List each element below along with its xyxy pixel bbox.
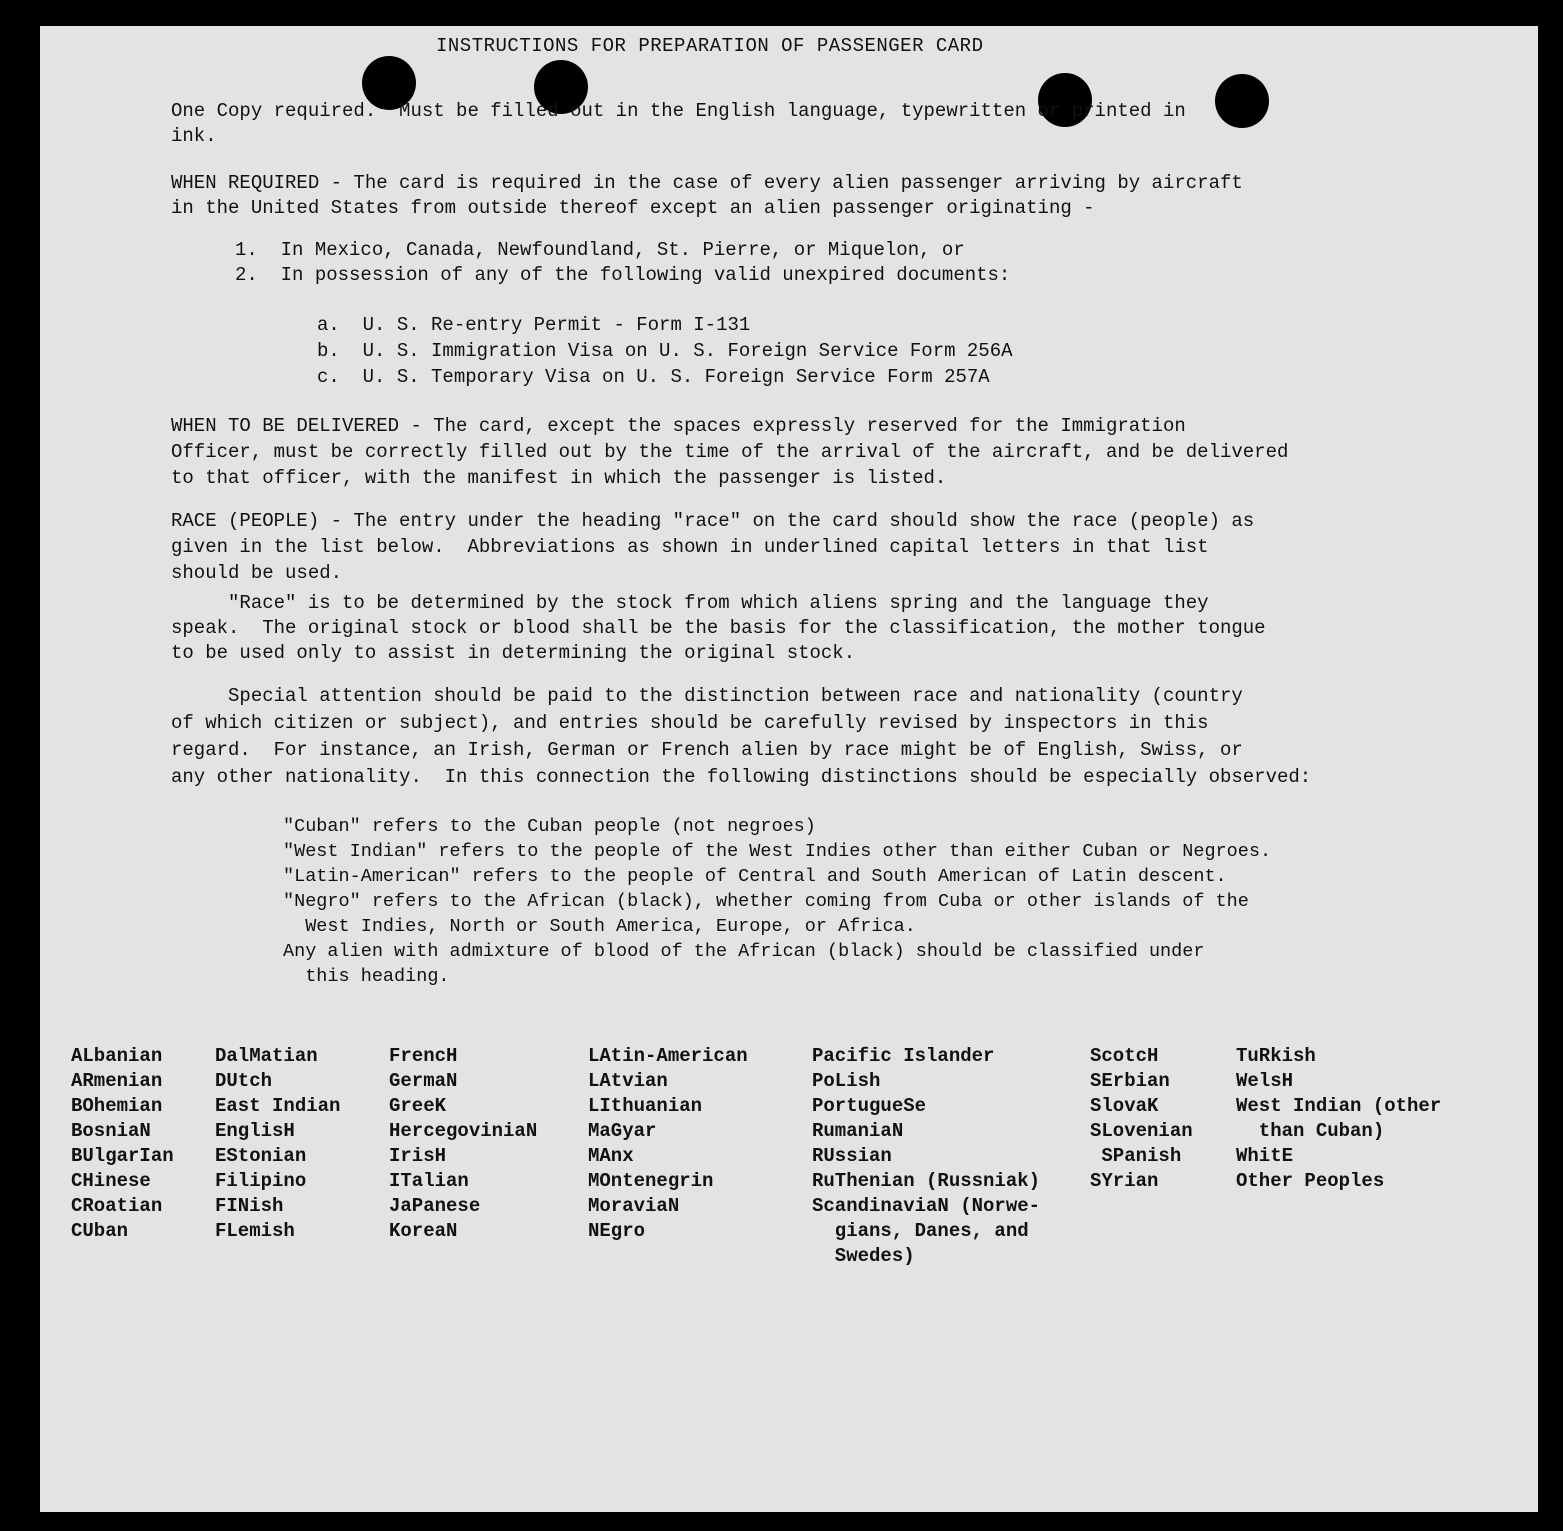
race-column	[71, 1044, 174, 1244]
race-entry: ScandinaviaN (Norwe-	[812, 1195, 1041, 1217]
list-item: 1. In Mexico, Canada, Newfoundland, St. Pierre, or Miquelon, or	[235, 239, 965, 261]
race-column	[389, 1044, 537, 1244]
race-column	[1236, 1044, 1441, 1194]
race-entry: TuRkish	[1236, 1045, 1316, 1067]
race-column	[812, 1044, 1040, 1269]
sub-list-item: a. U. S. Re-entry Permit - Form I-131	[317, 314, 751, 336]
race-entry: ALbanian	[71, 1045, 163, 1067]
race-column	[588, 1044, 748, 1244]
race-entry: WhitE	[1236, 1145, 1294, 1167]
race-entry: than Cuban)	[1236, 1120, 1385, 1142]
intro-paragraph: One Copy required. Must be filled out in the English language, typewritten or printed in ink.	[171, 100, 1186, 147]
race-entry: FLemish	[215, 1220, 295, 1242]
sub-list-item: c. U. S. Temporary Visa on U. S. Foreign Service Form 257A	[317, 366, 990, 388]
race-entry: Swedes)	[812, 1245, 915, 1267]
race-column	[215, 1044, 340, 1244]
race-entry: IrisH	[389, 1145, 447, 1167]
race-entry: Filipino	[215, 1170, 307, 1192]
race-entry: BUlgarIan	[71, 1145, 174, 1167]
race-entry: PoLish	[812, 1070, 881, 1092]
document-page	[40, 26, 1538, 1512]
race-entry: FrencH	[389, 1045, 458, 1067]
race-entry: Other Peoples	[1236, 1170, 1385, 1192]
race-entry: PortugueSe	[812, 1095, 927, 1117]
race-entry: HercegoviniaN	[389, 1120, 538, 1142]
race-entry: Pacific Islander	[812, 1045, 995, 1067]
race-entry: gians, Danes, and	[812, 1220, 1029, 1242]
race-entry: MoraviaN	[588, 1195, 680, 1217]
race-entry: GermaN	[389, 1070, 458, 1092]
race-entry: BosniaN	[71, 1120, 151, 1142]
race-entry: RuThenian (Russniak)	[812, 1170, 1041, 1192]
race-entry: NEgro	[588, 1220, 646, 1242]
race-entry: SlovaK	[1090, 1095, 1159, 1117]
race-entry: BOhemian	[71, 1095, 163, 1117]
when-required-paragraph: WHEN REQUIRED - The card is required in the case of every alien passenger arriving by aircraft in the United States from outside thereof except an alien passenger originating -	[171, 172, 1243, 219]
race-entry: DalMatian	[215, 1045, 318, 1067]
race-entry: KoreaN	[389, 1220, 458, 1242]
race-entry: SPanish	[1090, 1145, 1182, 1167]
race-entry: LAtvian	[588, 1070, 668, 1092]
race-entry: DUtch	[215, 1070, 273, 1092]
race-entry: SLovenian	[1090, 1120, 1193, 1142]
race-entry: WelsH	[1236, 1070, 1294, 1092]
race-entry: MOntenegrin	[588, 1170, 714, 1192]
when-delivered-paragraph: WHEN TO BE DELIVERED - The card, except the spaces expressly reserved for the Immigration Officer, must be correctly filled out by the time of the arrival of the aircraft, and be delivered to that officer, with the manifest in which the passenger is listed.	[171, 415, 1289, 489]
race-entry: JaPanese	[389, 1195, 481, 1217]
page-title: INSTRUCTIONS FOR PREPARATION OF PASSENGER CARD	[436, 35, 984, 57]
race-entry: RumaniaN	[812, 1120, 904, 1142]
race-entry: MAnx	[588, 1145, 634, 1167]
race-entry: SYrian	[1090, 1170, 1159, 1192]
race-entry: CRoatian	[71, 1195, 163, 1217]
race-entry: CHinese	[71, 1170, 151, 1192]
race-column	[1090, 1044, 1193, 1194]
punch-hole	[1215, 74, 1269, 128]
race-entry: LIthuanian	[588, 1095, 703, 1117]
race-entry: CUban	[71, 1220, 129, 1242]
race-entry: EnglisH	[215, 1120, 295, 1142]
race-entry: EStonian	[215, 1145, 307, 1167]
race-entry: ARmenian	[71, 1070, 163, 1092]
distinctions-list: "Cuban" refers to the Cuban people (not negroes) "West Indian" refers to the people of the West Indies other than either Cuban or Negroes. "Latin-American" refers to the people of Central and South American of Latin descent. "Negro" refers to the African (black), whether coming from Cuba or other islands of the West Indies, North or South America, Europe, or Africa. Any alien with admixture of blood of the African (black) should be classified under this heading.	[283, 816, 1272, 987]
race-paragraph: RACE (PEOPLE) - The entry under the heading "race" on the card should show the race (people) as given in the list below. Abbreviations as shown in underlined capital letters in that list should be used.	[171, 510, 1255, 584]
race-entry: FINish	[215, 1195, 284, 1217]
race-entry: LAtin-American	[588, 1045, 748, 1067]
race-entry: RUssian	[812, 1145, 892, 1167]
special-attention-paragraph: Special attention should be paid to the distinction between race and nationality (country of which citizen or subject), and entries should be carefully revised by inspectors in this regard. For instance, an Irish, German or French alien by race might be of English, Swiss, or any other nationality. In this connection the following distinctions should be especially observed:	[171, 685, 1312, 788]
list-item: 2. In possession of any of the following valid unexpired documents:	[235, 264, 1011, 286]
race-determined-paragraph: "Race" is to be determined by the stock from which aliens spring and the language they speak. The original stock or blood shall be the basis for the classification, the mother tongue to be used only to assist in determining the original stock.	[171, 592, 1266, 664]
race-entry: ScotcH	[1090, 1045, 1159, 1067]
race-entry: ITalian	[389, 1170, 469, 1192]
sub-list-item: b. U. S. Immigration Visa on U. S. Foreign Service Form 256A	[317, 340, 1013, 362]
race-entry: East Indian	[215, 1095, 341, 1117]
race-entry: West Indian (other	[1236, 1095, 1442, 1117]
race-entry: SErbian	[1090, 1070, 1170, 1092]
race-entry: MaGyar	[588, 1120, 657, 1142]
race-entry: GreeK	[389, 1095, 447, 1117]
